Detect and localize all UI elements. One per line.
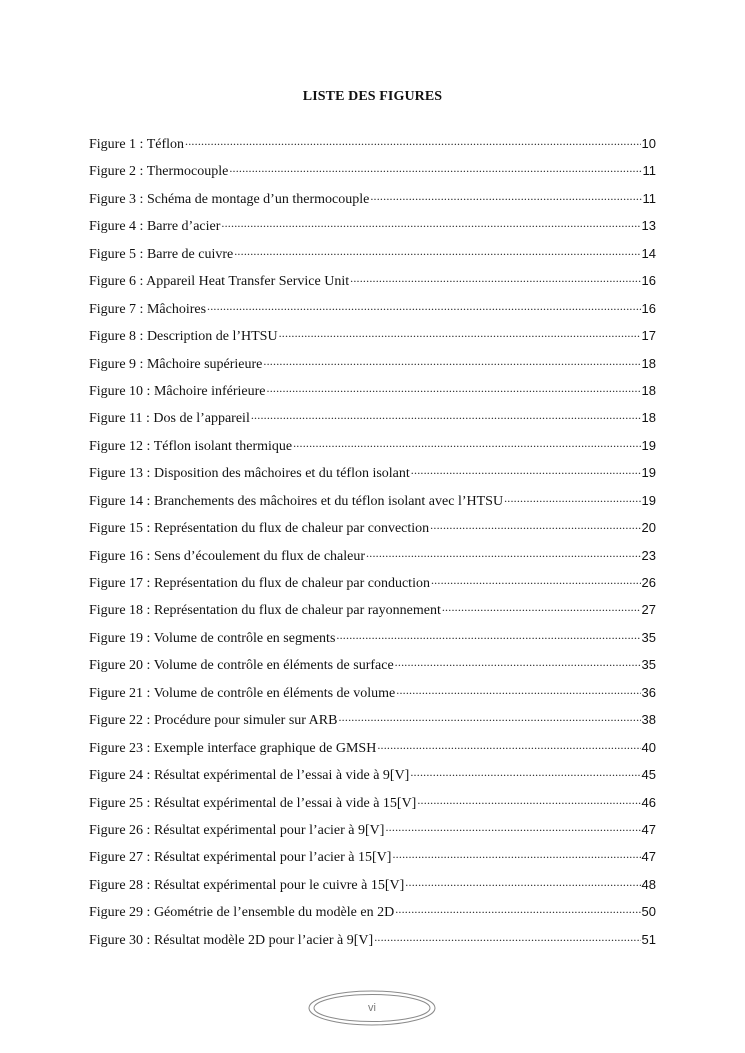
figure-list bbox=[89, 130, 656, 953]
dot-leader bbox=[229, 161, 641, 175]
figure-entry-label: Figure 23 : Exemple interface graphique de GMSH bbox=[89, 740, 377, 756]
list-item[interactable] bbox=[89, 157, 656, 184]
dot-leader bbox=[370, 189, 641, 203]
page-title: LISTE DES FIGURES bbox=[302, 89, 443, 104]
figure-entry-label: Figure 10 : Mâchoire inférieure bbox=[89, 383, 266, 399]
dot-leader bbox=[430, 518, 640, 532]
figure-entry-page: 45 bbox=[641, 767, 656, 783]
figure-entry-page: 16 bbox=[641, 300, 656, 316]
figure-entry-label: Figure 11 : Dos de l’appareil bbox=[89, 411, 250, 427]
list-item[interactable] bbox=[89, 377, 656, 404]
dot-leader bbox=[417, 793, 640, 807]
figure-entry-label: Figure 26 : Résultat expérimental pour l’acier à 9[V] bbox=[89, 822, 385, 838]
list-item[interactable] bbox=[89, 295, 656, 322]
list-item[interactable] bbox=[89, 185, 656, 212]
dot-leader bbox=[442, 600, 641, 614]
figure-entry-page: 50 bbox=[641, 904, 656, 920]
dot-leader bbox=[377, 738, 640, 752]
figure-entry-page: 10 bbox=[641, 136, 656, 151]
dot-leader bbox=[504, 491, 640, 505]
list-item[interactable] bbox=[89, 871, 656, 898]
figure-entry-label: Figure 18 : Représentation du flux de chaleur par rayonnement bbox=[89, 603, 441, 619]
page-number: vi bbox=[368, 1002, 376, 1014]
dot-leader bbox=[267, 381, 641, 395]
dot-leader bbox=[338, 710, 640, 724]
list-item[interactable] bbox=[89, 212, 656, 239]
figure-entry-label: Figure 13 : Disposition des mâchoires et du téflon isolant bbox=[89, 466, 410, 482]
dot-leader bbox=[392, 847, 640, 861]
figure-entry-page: 23 bbox=[641, 547, 656, 563]
figure-entry-page: 36 bbox=[641, 684, 656, 700]
list-item[interactable] bbox=[89, 487, 656, 514]
list-item[interactable] bbox=[89, 706, 656, 733]
figure-entry-page: 11 bbox=[642, 190, 656, 206]
page-footer bbox=[308, 990, 436, 1026]
figure-entry-label: Figure 20 : Volume de contrôle en éléments de surface bbox=[89, 658, 394, 674]
figure-entry-page: 18 bbox=[641, 410, 656, 426]
list-item[interactable] bbox=[89, 761, 656, 788]
figure-entry-page: 19 bbox=[641, 465, 656, 481]
figure-entry-page: 40 bbox=[641, 739, 656, 755]
figure-entry-label: Figure 4 : Barre d’acier bbox=[89, 219, 221, 235]
dot-leader bbox=[251, 408, 641, 422]
figure-entry-page: 47 bbox=[641, 849, 656, 865]
list-item[interactable] bbox=[89, 404, 656, 431]
dot-leader bbox=[405, 875, 640, 889]
list-item[interactable] bbox=[89, 459, 656, 486]
dot-leader bbox=[374, 930, 640, 944]
figure-entry-label: Figure 12 : Téflon isolant thermique bbox=[89, 438, 293, 454]
figure-entry-page: 13 bbox=[641, 218, 656, 234]
figure-entry-page: 48 bbox=[641, 876, 656, 892]
dot-leader bbox=[336, 628, 640, 642]
list-item[interactable] bbox=[89, 596, 656, 623]
list-item[interactable] bbox=[89, 322, 656, 349]
dot-leader bbox=[293, 436, 640, 450]
figure-entry-label: Figure 9 : Mâchoire supérieure bbox=[89, 356, 263, 372]
dot-leader bbox=[411, 463, 641, 477]
dot-leader bbox=[410, 765, 640, 779]
list-item[interactable] bbox=[89, 843, 656, 870]
list-item[interactable] bbox=[89, 130, 656, 157]
figure-entry-label: Figure 7 : Mâchoires bbox=[89, 301, 207, 317]
figure-entry-label: Figure 14 : Branchements des mâchoires et du téflon isolant avec l’HTSU bbox=[89, 493, 504, 509]
dot-leader bbox=[385, 820, 640, 834]
figure-entry-page: 35 bbox=[641, 657, 656, 673]
figure-entry-label: Figure 6 : Appareil Heat Transfer Service Unit bbox=[89, 274, 350, 290]
list-item[interactable] bbox=[89, 926, 656, 953]
figure-entry-page: 35 bbox=[641, 629, 656, 645]
dot-leader bbox=[395, 655, 641, 669]
figure-entry-page: 18 bbox=[641, 355, 656, 371]
list-item[interactable] bbox=[89, 542, 656, 569]
figure-entry-label: Figure 17 : Représentation du flux de chaleur par conduction bbox=[89, 576, 430, 591]
dot-leader bbox=[279, 326, 641, 340]
list-item[interactable] bbox=[89, 898, 656, 925]
dot-leader bbox=[207, 299, 641, 313]
figure-entry-page: 46 bbox=[641, 794, 656, 810]
figure-entry-label: Figure 3 : Schéma de montage d’un thermocouple bbox=[89, 191, 370, 207]
figure-entry-page: 16 bbox=[641, 273, 656, 289]
figure-entry-label: Figure 5 : Barre de cuivre bbox=[89, 246, 234, 262]
figure-entry-label: Figure 21 : Volume de contrôle en éléments de volume bbox=[89, 685, 396, 701]
list-item[interactable] bbox=[89, 432, 656, 459]
figure-entry-page: 47 bbox=[641, 821, 656, 837]
figure-entry-label: Figure 28 : Résultat expérimental pour le cuivre à 15[V] bbox=[89, 877, 405, 893]
dot-leader bbox=[431, 573, 641, 587]
figure-entry-page: 51 bbox=[641, 931, 656, 947]
figure-entry-page: 19 bbox=[641, 492, 656, 508]
figure-entry-label: Figure 30 : Résultat modèle 2D pour l’acier à 9[V] bbox=[89, 932, 374, 948]
list-item[interactable] bbox=[89, 789, 656, 816]
figure-entry-page: 19 bbox=[641, 437, 656, 453]
figure-entry-label: Figure 8 : Description de l’HTSU bbox=[89, 329, 278, 345]
figure-entry-label: Figure 15 : Représentation du flux de chaleur par convection bbox=[89, 521, 430, 537]
list-item[interactable] bbox=[89, 624, 656, 651]
figure-entry-page: 27 bbox=[641, 602, 656, 618]
figure-entry-page: 11 bbox=[642, 163, 656, 179]
dot-leader bbox=[350, 271, 640, 285]
dot-leader bbox=[263, 354, 640, 368]
figure-entry-label: Figure 24 : Résultat expérimental de l’essai à vide à 9[V] bbox=[89, 768, 410, 784]
dot-leader bbox=[185, 134, 641, 148]
list-item[interactable] bbox=[89, 514, 656, 541]
list-item[interactable] bbox=[89, 350, 656, 377]
list-item[interactable] bbox=[89, 267, 656, 294]
figure-entry-label: Figure 1 : Téflon bbox=[89, 137, 185, 152]
figure-entry-page: 26 bbox=[641, 575, 656, 590]
dot-leader bbox=[234, 244, 640, 258]
dot-leader bbox=[366, 546, 640, 560]
figure-entry-page: 38 bbox=[641, 712, 656, 728]
figure-entry-label: Figure 16 : Sens d’écoulement du flux de chaleur bbox=[89, 548, 366, 564]
figure-entry-label: Figure 25 : Résultat expérimental de l’essai à vide à 15[V] bbox=[89, 795, 417, 811]
list-item[interactable] bbox=[89, 240, 656, 267]
figure-entry-page: 18 bbox=[641, 382, 656, 398]
figure-entry-label: Figure 19 : Volume de contrôle en segments bbox=[89, 630, 336, 646]
dot-leader bbox=[221, 216, 640, 230]
figure-entry-label: Figure 2 : Thermocouple bbox=[89, 164, 229, 180]
list-item[interactable] bbox=[89, 734, 656, 761]
figure-entry-label: Figure 29 : Géométrie de l’ensemble du modèle en 2D bbox=[89, 905, 395, 921]
figure-entry-label: Figure 22 : Procédure pour simuler sur ARB bbox=[89, 713, 338, 729]
dot-leader bbox=[395, 902, 640, 916]
list-item[interactable] bbox=[89, 816, 656, 843]
figure-entry-page: 17 bbox=[641, 328, 656, 344]
figure-entry-page: 14 bbox=[641, 245, 656, 261]
list-item[interactable] bbox=[89, 651, 656, 678]
list-item[interactable] bbox=[89, 569, 656, 596]
list-item[interactable] bbox=[89, 679, 656, 706]
figure-entry-page: 20 bbox=[641, 520, 656, 536]
figure-entry-label: Figure 27 : Résultat expérimental pour l’acier à 15[V] bbox=[89, 850, 392, 866]
dot-leader bbox=[396, 683, 640, 697]
